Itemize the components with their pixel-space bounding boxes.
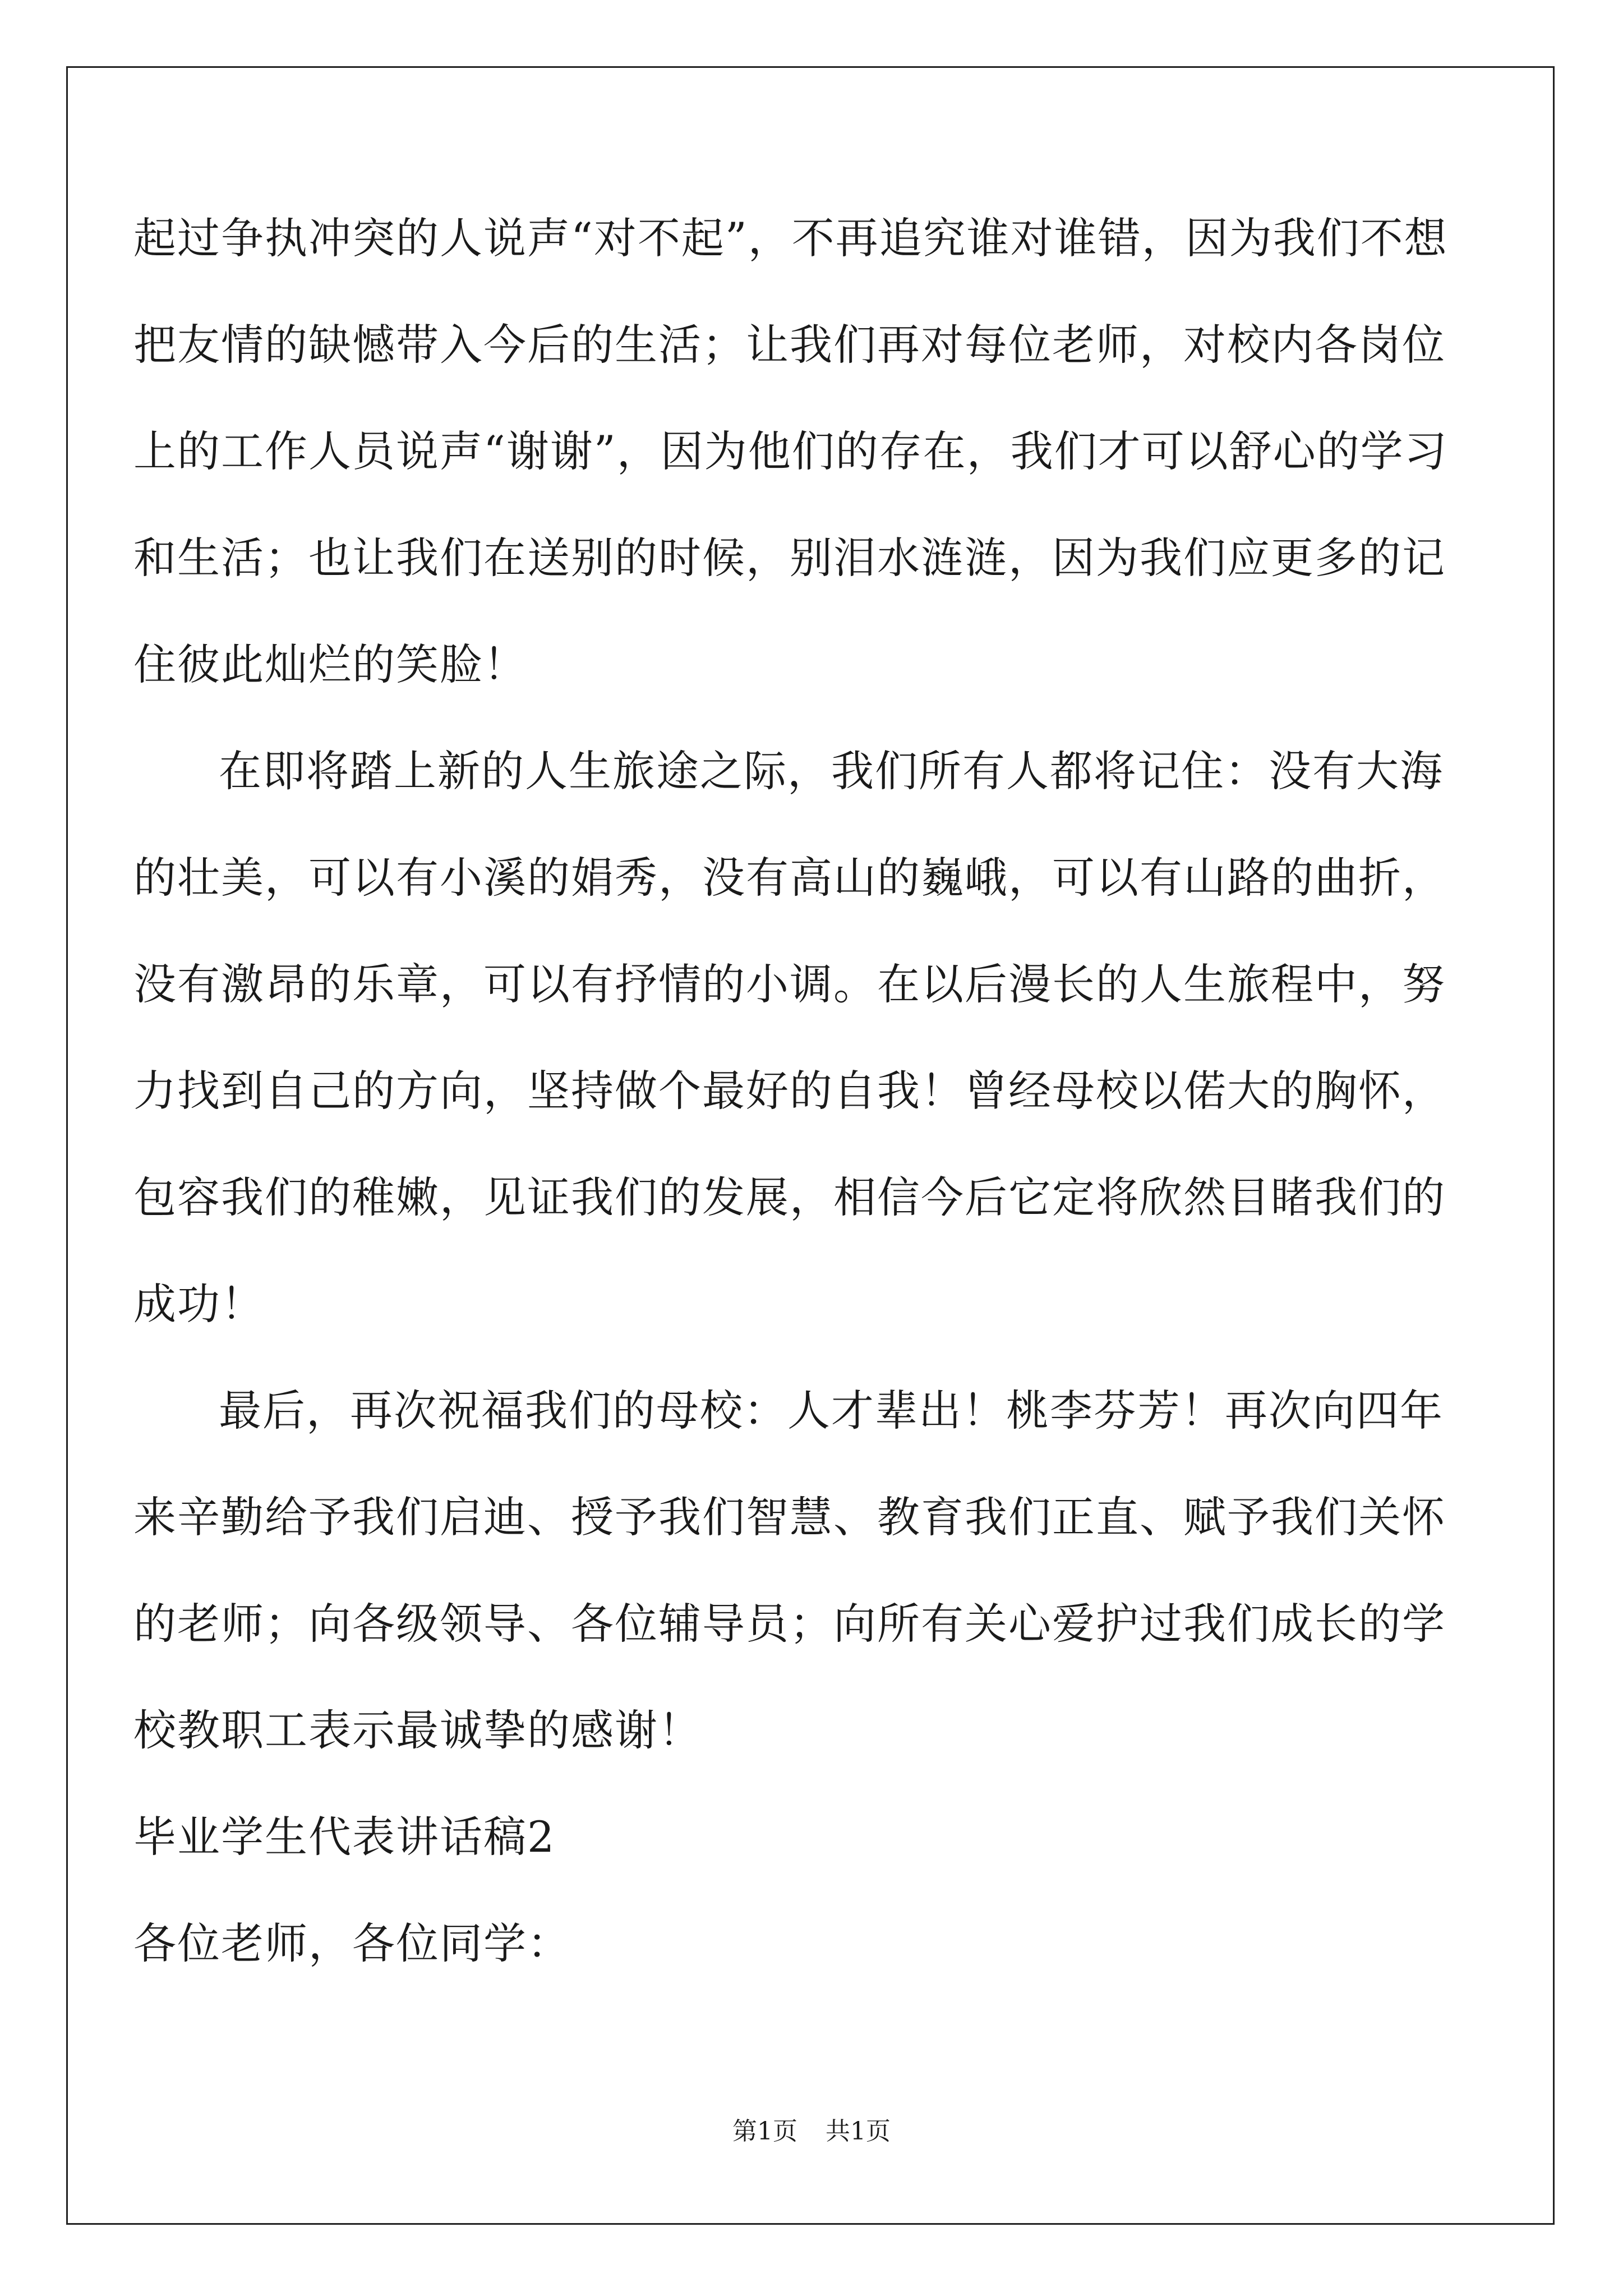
page-footer xyxy=(0,2115,1623,2148)
text-line: 起过争执冲突的人说声“对不起”，不再追究谁对谁错，因为我们不想 xyxy=(133,213,1448,263)
page-total: 共1页 xyxy=(826,2117,891,2146)
text-line: 没有激昂的乐章，可以有抒情的小调。在以后漫长的人生旅程中，努 xyxy=(133,959,1446,1009)
text-line: 把友情的缺憾带入今后的生活；让我们再对每位老师，对校内各岗位 xyxy=(133,320,1446,370)
text-line: 校教职工表示最诚挚的感谢！ xyxy=(133,1705,702,1755)
text-line: 的壮美，可以有小溪的娟秀，没有高山的巍峨，可以有山路的曲折， xyxy=(133,853,1446,903)
text-line: 和生活；也让我们在送别的时候，别泪水涟涟，因为我们应更多的记 xyxy=(133,533,1446,583)
text-line: 在即将踏上新的人生旅途之际，我们所有人都将记住：没有大海 xyxy=(219,746,1444,796)
text-line: 住彼此灿烂的笑脸！ xyxy=(133,639,527,689)
page-number: 第1页 xyxy=(732,2117,797,2146)
section-title: 毕业学生代表讲话稿2 xyxy=(133,1812,556,1862)
salutation: 各位老师，各位同学： xyxy=(133,1918,571,1968)
text-lines xyxy=(133,185,1448,1997)
text-line: 包容我们的稚嫩，见证我们的发展，相信今后它定将欣然目睹我们的 xyxy=(133,1172,1446,1222)
text-line: 的老师；向各级领导、各位辅导员；向所有关心爱护过我们成长的学 xyxy=(133,1599,1446,1649)
text-line: 上的工作人员说声“谢谢”，因为他们的存在，我们才可以舒心的学习 xyxy=(133,426,1448,476)
text-line: 来辛勤给予我们启迪、授予我们智慧、教育我们正直、赋予我们关怀 xyxy=(133,1492,1446,1542)
text-line: 力找到自己的方向，坚持做个最好的自我！曾经母校以偌大的胸怀， xyxy=(133,1066,1446,1116)
text-line: 成功！ xyxy=(133,1279,265,1329)
document-body xyxy=(133,185,1448,1997)
text-line: 最后，再次祝福我们的母校：人才辈出！桃李芬芳！再次向四年 xyxy=(219,1386,1444,1435)
